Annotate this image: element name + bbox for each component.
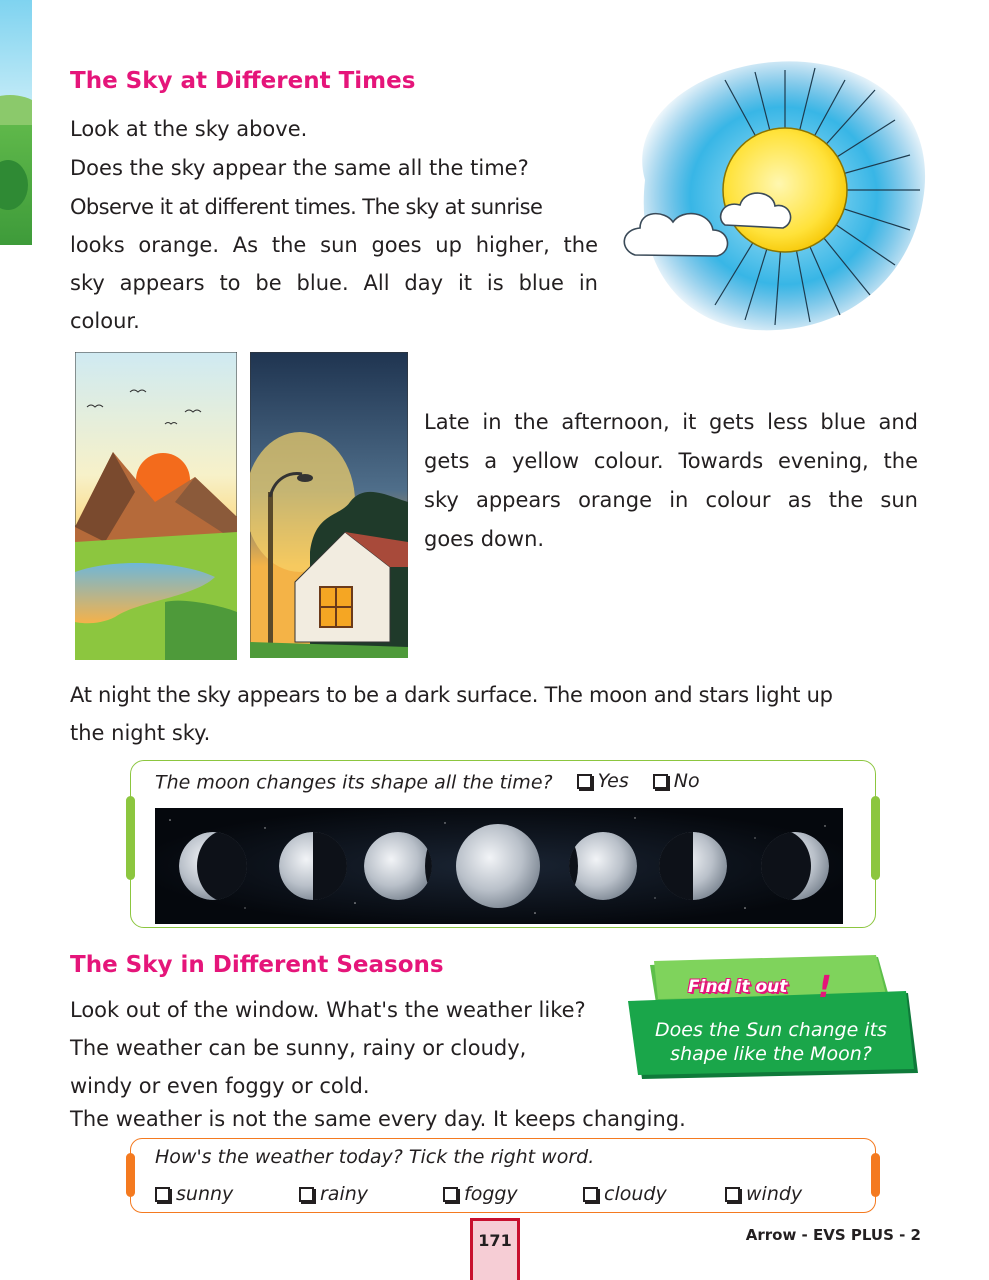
side-decoration: [0, 0, 32, 245]
checkbox-icon[interactable]: [299, 1187, 314, 1202]
box-tab-right: [871, 796, 880, 880]
option-label: windy: [746, 1183, 803, 1205]
weather-paragraph: [70, 991, 630, 1105]
page-number: 171: [470, 1218, 520, 1280]
option-windy[interactable]: [725, 1183, 802, 1205]
option-sunny[interactable]: [155, 1183, 233, 1205]
checkbox-icon[interactable]: [725, 1187, 740, 1202]
section-heading-sky-times: The Sky at Different Times: [70, 68, 416, 94]
option-no[interactable]: [653, 770, 700, 792]
find-it-out-question: Does the Sun change its shape like the Moon?: [655, 1019, 887, 1065]
afternoon-paragraph: [424, 403, 918, 559]
option-no-label: No: [673, 770, 700, 792]
text-line: sky appears to be blue. All day it is blue in: [70, 271, 598, 295]
option-foggy[interactable]: [443, 1183, 518, 1205]
section-heading-seasons: The Sky in Different Seasons: [70, 952, 444, 978]
text-line: the night sky.: [70, 721, 211, 745]
evening-house-illustration: [250, 352, 408, 658]
exclamation-icon: !: [818, 970, 832, 1005]
text-line: colour.: [70, 309, 140, 333]
moon-phase-5: [538, 830, 637, 902]
checkbox-icon[interactable]: [583, 1187, 598, 1202]
intro-paragraph: [70, 110, 600, 188]
checkbox-icon[interactable]: [653, 774, 668, 789]
moon-question: [155, 770, 700, 794]
option-yes[interactable]: [577, 770, 629, 792]
sunset-illustration: [75, 352, 237, 660]
moon-phases-image: [155, 808, 843, 924]
option-label: cloudy: [604, 1183, 667, 1205]
closing-line: The weather is not the same every day. It keeps changing.: [70, 1107, 686, 1131]
book-title: Arrow - EVS PLUS - 2: [745, 1226, 921, 1244]
option-cloudy[interactable]: [583, 1183, 667, 1205]
weather-question: How's the weather today? Tick the right word.: [155, 1146, 595, 1168]
night-paragraph: [70, 676, 930, 752]
checkbox-icon[interactable]: [443, 1187, 458, 1202]
option-label: sunny: [176, 1183, 234, 1205]
text-line: At night the sky appears to be a dark surface. The moon and stars light up: [70, 683, 833, 707]
checkbox-icon[interactable]: [577, 774, 592, 789]
option-yes-label: Yes: [597, 770, 629, 792]
moon-phase-4: [456, 824, 540, 908]
moon-phase-7: [751, 830, 829, 902]
moon-phase-2: [279, 828, 353, 908]
text-line: Does the sky appear the same all the time?: [70, 156, 529, 180]
text-line: Observe it at different times. The sky at sunrise: [70, 195, 543, 219]
text-line: goes down.: [424, 527, 545, 551]
text-line: Look at the sky above.: [70, 117, 308, 141]
option-label: rainy: [320, 1183, 369, 1205]
text-line: Late in the afternoon, it gets less blue and: [424, 410, 918, 434]
text-line: windy or even foggy or cold.: [70, 1074, 370, 1098]
option-rainy[interactable]: [299, 1183, 368, 1205]
moon-question-text: The moon changes its shape all the time?: [155, 771, 553, 794]
find-it-out-title: Find it out: [688, 977, 788, 997]
moon-phase-6: [655, 828, 727, 908]
sunrise-paragraph: [70, 188, 598, 340]
text-line: looks orange. As the sun goes up higher, the: [70, 233, 598, 257]
box-tab-right: [871, 1153, 880, 1197]
moon-phase-1: [179, 830, 257, 902]
sun-illustration: [605, 50, 935, 340]
option-label: foggy: [464, 1183, 518, 1205]
checkbox-icon[interactable]: [155, 1187, 170, 1202]
text-line: gets a yellow colour. Towards evening, the: [424, 449, 918, 473]
moon-phase-3: [364, 830, 465, 902]
box-tab-left: [126, 1153, 135, 1197]
box-tab-left: [126, 796, 135, 880]
text-line: Look out of the window. What's the weather like?: [70, 998, 586, 1022]
text-line: sky appears orange in colour as the sun: [424, 488, 918, 512]
text-line: The weather can be sunny, rainy or cloudy,: [70, 1036, 527, 1060]
